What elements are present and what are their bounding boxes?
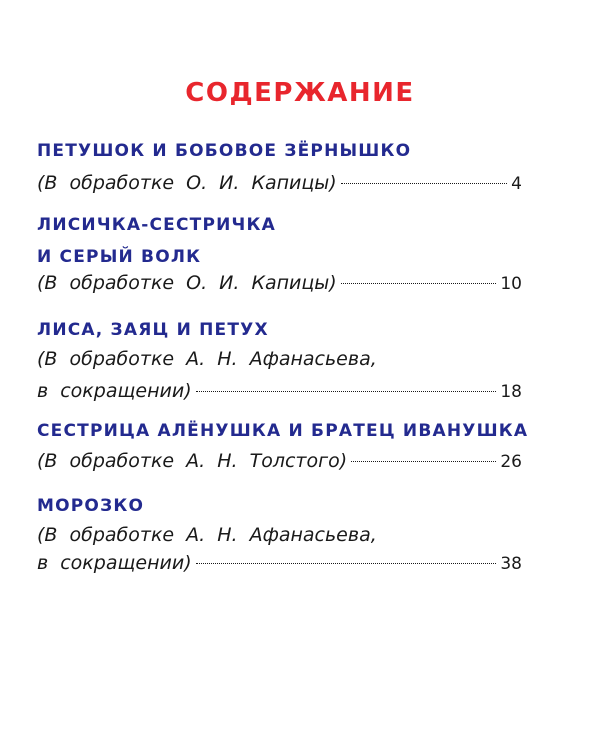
entry-5-note-line-2[interactable] [37, 552, 522, 574]
dot-leader [341, 283, 497, 284]
entry-2-heading-line-1[interactable]: ЛИСИЧКА-СЕСТРИЧКА [37, 215, 276, 235]
entry-5-note-line-1 [37, 524, 522, 546]
entry-3-note-text-2: в сокращении) [37, 380, 192, 402]
entry-2-page-number: 10 [500, 274, 522, 294]
entry-2-note-text: (В обработке О. И. Капицы) [37, 272, 337, 294]
entry-5-note-text-1: (В обработке А. Н. Афанасьева, [37, 524, 377, 546]
entry-1-note-text: (В обработке О. И. Капицы) [37, 172, 337, 194]
entry-3-note-line-1 [37, 348, 522, 370]
entry-1-note[interactable] [37, 172, 522, 194]
entry-1-page-number: 4 [511, 174, 522, 194]
entry-5-page-number: 38 [500, 554, 522, 574]
entry-3-heading[interactable]: ЛИСА, ЗАЯЦ И ПЕТУХ [37, 320, 269, 340]
entry-4-note[interactable] [37, 450, 522, 472]
entry-1-heading[interactable]: ПЕТУШОК И БОБОВОЕ ЗЁРНЫШКО [37, 141, 412, 161]
entry-5-note-text-2: в сокращении) [37, 552, 192, 574]
entry-2-heading-line-2[interactable]: И СЕРЫЙ ВОЛК [37, 247, 202, 267]
entry-4-page-number: 26 [500, 452, 522, 472]
toc-title: СОДЕРЖАНИЕ [185, 78, 415, 108]
dot-leader [196, 391, 497, 392]
entry-5-heading[interactable]: МОРОЗКО [37, 496, 145, 516]
dot-leader [196, 563, 497, 564]
entry-3-page-number: 18 [500, 382, 522, 402]
entry-3-note-text-1: (В обработке А. Н. Афанасьева, [37, 348, 377, 370]
entry-4-note-text: (В обработке А. Н. Толстого) [37, 450, 348, 472]
entry-2-note[interactable] [37, 272, 522, 294]
dot-leader [341, 183, 507, 184]
dot-leader [351, 461, 496, 462]
entry-4-heading[interactable]: СЕСТРИЦА АЛЁНУШКА И БРАТЕЦ ИВАНУШКА [37, 421, 529, 441]
entry-3-note-line-2[interactable] [37, 380, 522, 402]
